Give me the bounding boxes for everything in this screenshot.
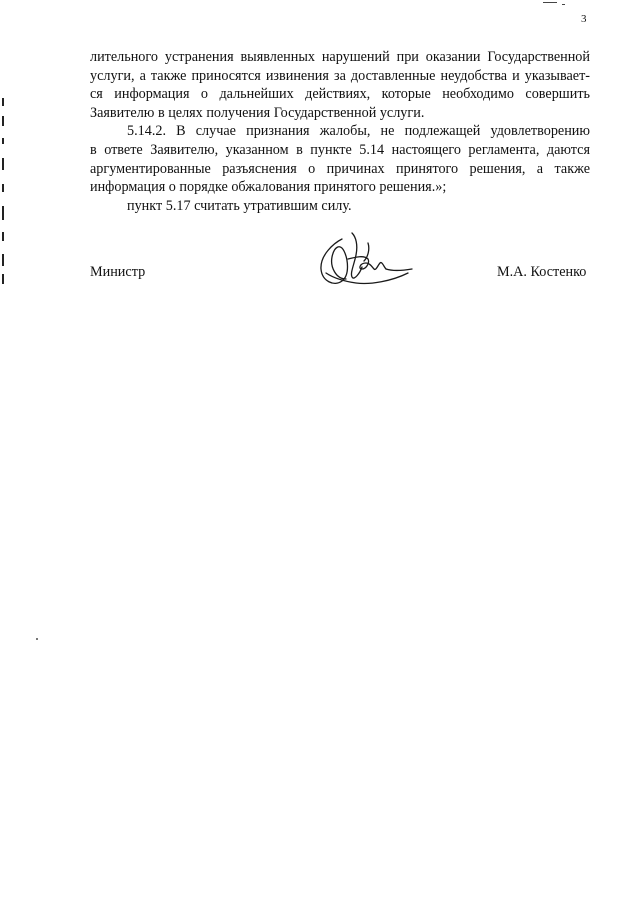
document-body <box>90 48 590 215</box>
text-line: информация о порядке обжалования принятого решения.»; <box>90 179 447 196</box>
page-number: 3 <box>581 13 587 25</box>
scan-mark <box>36 638 38 640</box>
paragraph-5-17 <box>90 197 590 216</box>
text-line: лительного устранения выявленных нарушений при оказании Государственной <box>90 49 590 65</box>
signatory-name: М.А. Костенко <box>497 264 587 280</box>
scan-mark <box>562 4 565 5</box>
text-line: 5.14.2. В случае признания жалобы, не подлежащей удовлетворению <box>127 123 590 140</box>
text-line: ся информация о дальнейших действиях, которые необходимо совершить <box>90 86 590 103</box>
handwritten-signature-icon <box>312 229 416 295</box>
binding-marks <box>2 98 4 288</box>
text-line: аргументированные разъяснения о причинах принятого решения, а также <box>90 160 590 177</box>
position-title: Министр <box>90 264 146 280</box>
text-line: пункт 5.17 считать утратившим силу. <box>127 197 352 214</box>
scan-mark <box>543 2 557 3</box>
paragraph-5-14-2 <box>90 122 590 196</box>
paragraph-continuation <box>90 48 590 122</box>
text-line: в ответе Заявителю, указанном в пункте 5.14 настоящего регламента, даются <box>90 141 590 158</box>
text-line: Заявителю в целях получения Государственной услуги. <box>90 104 425 121</box>
text-line: услуги, а также приносятся извинения за доставленные неудобства и указывает- <box>90 67 590 84</box>
